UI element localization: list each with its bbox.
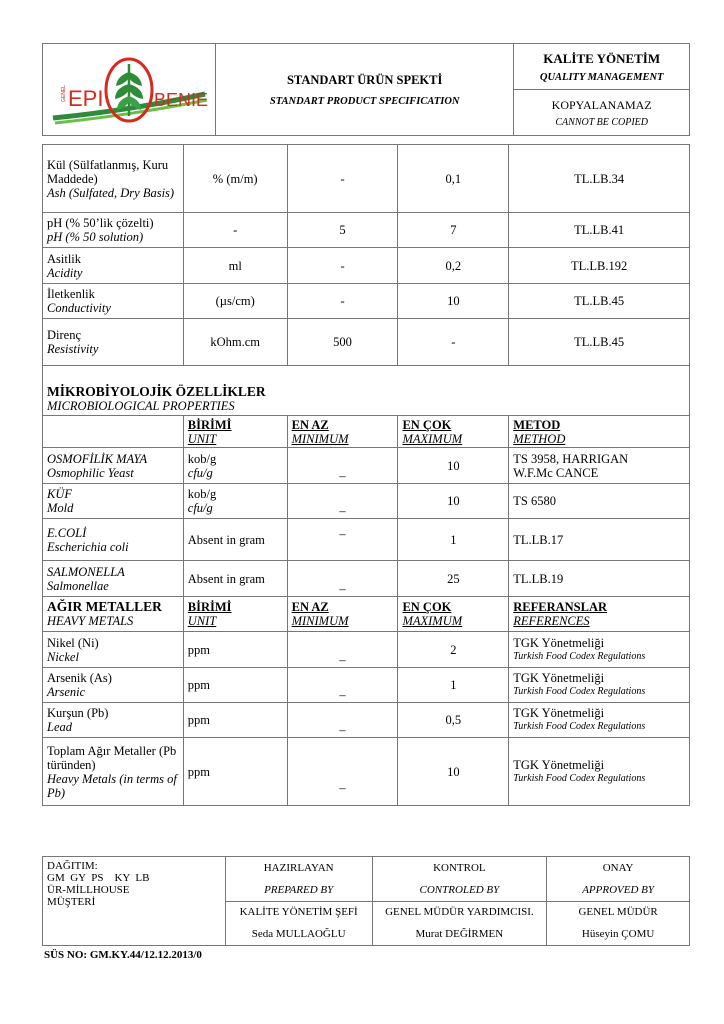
ref-cell: TGK Yönetmeliği Turkish Food Codex Regulations xyxy=(509,668,690,703)
micro-title-en: MICROBIOLOGICAL PROPERTIES xyxy=(47,399,235,413)
unit-cell: (µs/cm) xyxy=(183,284,287,319)
heavy-header-row xyxy=(43,597,690,632)
quality-management-cell xyxy=(514,44,690,90)
min-cell: - xyxy=(287,248,398,284)
method-cell: TL.LB.45 xyxy=(509,284,690,319)
param-name-en: Salmonellae xyxy=(47,578,109,593)
param-name-tr: KÜF xyxy=(47,487,72,501)
max-cell: - xyxy=(398,319,509,366)
param-cell xyxy=(43,703,184,738)
max-cell: 25 xyxy=(398,561,509,597)
max-cell: 1 xyxy=(398,668,509,703)
min-cell: – xyxy=(287,561,398,597)
unit-header: BİRİMİ UNIT xyxy=(183,416,287,448)
param-name-en: Conductivity xyxy=(47,301,111,315)
param-cell xyxy=(43,145,184,213)
min-header: EN AZ MINIMUM xyxy=(287,416,398,448)
section-title-row xyxy=(43,366,690,416)
no-copy-en: CANNOT BE COPIED xyxy=(555,116,648,128)
logo-right-text: BENIE xyxy=(154,90,209,110)
min-cell: – xyxy=(287,519,398,561)
table-row xyxy=(43,448,690,484)
micro-title-tr: MİKROBİYOLOJİK ÖZELLİKLER xyxy=(47,384,266,399)
control-name: Murat DEĞİRMEN xyxy=(372,923,547,945)
unit-cell: ppm xyxy=(183,668,287,703)
min-cell: – xyxy=(287,632,398,668)
prepared-name: Seda MULLAOĞLU xyxy=(225,923,372,945)
max-cell: 10 xyxy=(398,448,509,484)
unit-cell: Absent in gram xyxy=(183,561,287,597)
micro-section-title xyxy=(43,366,690,416)
method-cell: TL.LB.45 xyxy=(509,319,690,366)
control-title: KONTROL xyxy=(372,857,547,879)
table-row xyxy=(43,213,690,248)
param-name-en: Lead xyxy=(47,720,72,734)
approve-title: ONAY xyxy=(547,857,690,879)
param-cell xyxy=(43,668,184,703)
min-cell: – xyxy=(287,484,398,519)
logo-left-text: EPI xyxy=(68,86,104,111)
method-cell: TL.LB.19 xyxy=(509,561,690,597)
param-name-en: Osmophilic Yeast xyxy=(47,465,134,480)
approve-name: Hüseyin ÇOMU xyxy=(547,923,690,945)
param-name-tr: Arsenik (As) xyxy=(47,671,112,685)
table-row xyxy=(43,284,690,319)
ref-header: REFERANSLAR REFERENCES xyxy=(509,597,690,632)
logo-small-text: GENEL xyxy=(61,85,67,102)
no-copy-cell xyxy=(514,90,690,136)
min-cell: 5 xyxy=(287,213,398,248)
unit-cell: Absent in gram xyxy=(183,519,287,561)
blank-header-cell xyxy=(43,416,184,448)
approve-title-en: APPROVED BY xyxy=(547,879,690,901)
unit-cell: % (m/m) xyxy=(183,145,287,213)
unit-cell: ppm xyxy=(183,703,287,738)
heavy-title-cell xyxy=(43,597,184,632)
ref-cell: TGK Yönetmeliği Turkish Food Codex Regulations xyxy=(509,632,690,668)
param-cell xyxy=(43,738,184,806)
param-name-tr: İletkenlik xyxy=(47,287,95,301)
table-row xyxy=(43,668,690,703)
unit-cell: ppm xyxy=(183,632,287,668)
unit-cell: - xyxy=(183,213,287,248)
param-name-en: pH (% 50 solution) xyxy=(47,230,144,244)
min-header: EN AZ MINIMUM xyxy=(287,597,398,632)
param-name-en: Ash (Sulfated, Dry Basis) xyxy=(47,185,175,200)
title-tr: STANDART ÜRÜN SPEKTİ xyxy=(286,72,443,87)
min-cell: – xyxy=(287,703,398,738)
table-row xyxy=(43,703,690,738)
distribution-line: MÜŞTERİ xyxy=(47,896,96,908)
method-cell: TL.LB.41 xyxy=(509,213,690,248)
param-cell xyxy=(43,519,184,561)
table-row xyxy=(43,248,690,284)
max-cell: 1 xyxy=(398,519,509,561)
max-cell: 0,1 xyxy=(398,145,509,213)
param-name-tr: Direnç xyxy=(47,328,82,342)
company-logo xyxy=(43,44,215,130)
approve-role: GENEL MÜDÜR xyxy=(547,901,690,923)
qm-en: QUALITY MANAGEMENT xyxy=(539,71,664,83)
max-cell: 7 xyxy=(398,213,509,248)
param-name-tr: Kül (Sülfatlanmış, Kuru Maddede) xyxy=(47,157,169,186)
min-cell: - xyxy=(287,145,398,213)
no-copy-tr: KOPYALANAMAZ xyxy=(551,97,652,112)
logo-cell xyxy=(43,44,216,136)
param-name-en: Mold xyxy=(47,501,74,515)
param-name-en: Heavy Metals (in terms of Pb) xyxy=(47,771,177,800)
unit-cell: ml xyxy=(183,248,287,284)
param-cell xyxy=(43,284,184,319)
heavy-title-en: HEAVY METALS xyxy=(47,614,134,628)
max-cell: 10 xyxy=(398,484,509,519)
prepared-role: KALİTE YÖNETİM ŞEFİ xyxy=(225,901,372,923)
table-row xyxy=(43,484,690,519)
param-name-tr: pH (% 50’lik çözelti) xyxy=(47,216,154,230)
heavy-title-tr: AĞIR METALLER xyxy=(47,599,162,614)
min-cell: - xyxy=(287,284,398,319)
param-name-tr: Nikel (Ni) xyxy=(47,635,99,650)
param-name-en: Resistivity xyxy=(47,342,99,356)
min-cell: 500 xyxy=(287,319,398,366)
control-role: GENEL MÜDÜR YARDIMCISI. xyxy=(372,901,547,923)
param-name-en: Escherichia coli xyxy=(47,539,129,554)
max-cell: 10 xyxy=(398,284,509,319)
max-cell: 10 xyxy=(398,738,509,806)
method-cell: TS 3958, HARRIGAN W.F.Mc CANCE xyxy=(509,448,690,484)
prepared-title-en: PREPARED BY xyxy=(225,879,372,901)
param-name-en: Acidity xyxy=(47,265,83,280)
title-en: STANDART PRODUCT SPECIFICATION xyxy=(269,95,460,107)
method-cell: TS 6580 xyxy=(509,484,690,519)
param-name-tr: Toplam Ağır Metaller (Pb türünden) xyxy=(47,743,177,772)
micro-header-row xyxy=(43,416,690,448)
prepared-title: HAZIRLAYAN xyxy=(225,857,372,879)
table-row xyxy=(43,561,690,597)
method-cell: TL.LB.34 xyxy=(509,145,690,213)
param-cell xyxy=(43,484,184,519)
document-number: SÜS NO: GM.KY.44/12.12.2013/0 xyxy=(44,949,202,961)
spec-table xyxy=(42,144,690,806)
distribution-cell xyxy=(43,857,226,946)
unit-cell: kob/g cfu/g xyxy=(183,448,287,484)
min-cell: – xyxy=(287,738,398,806)
table-row xyxy=(43,738,690,806)
max-cell: 0,5 xyxy=(398,703,509,738)
min-cell: – xyxy=(287,448,398,484)
unit-header: BİRİMİ UNIT xyxy=(183,597,287,632)
param-cell xyxy=(43,319,184,366)
param-cell xyxy=(43,448,184,484)
method-header: METOD METHOD xyxy=(509,416,690,448)
param-name-en: Arsenic xyxy=(47,685,86,699)
qm-tr: KALİTE YÖNETİM xyxy=(543,50,661,66)
document-header xyxy=(42,43,690,136)
table-row xyxy=(43,519,690,561)
method-cell: TL.LB.192 xyxy=(509,248,690,284)
table-row xyxy=(43,319,690,366)
unit-cell: kOhm.cm xyxy=(183,319,287,366)
param-cell xyxy=(43,213,184,248)
control-title-en: CONTROLED BY xyxy=(372,879,547,901)
max-cell: 2 xyxy=(398,632,509,668)
param-cell xyxy=(43,632,184,668)
unit-cell: ppm xyxy=(183,738,287,806)
param-name-tr: Asitlik xyxy=(47,251,82,266)
ref-cell: TGK Yönetmeliği Turkish Food Codex Regulations xyxy=(509,703,690,738)
param-cell xyxy=(43,561,184,597)
param-cell xyxy=(43,248,184,284)
distribution-line: ÜR-MİLLHOUSE xyxy=(47,884,130,896)
param-name-tr: OSMOFİLİK MAYA xyxy=(47,451,148,466)
param-name-tr: E.COLİ xyxy=(47,525,87,540)
distribution-title: DAĞITIM: xyxy=(47,860,98,872)
method-cell: TL.LB.17 xyxy=(509,519,690,561)
title-cell xyxy=(216,44,514,136)
param-name-tr: Kurşun (Pb) xyxy=(47,706,109,720)
max-cell: 0,2 xyxy=(398,248,509,284)
signature-table xyxy=(42,856,690,946)
distribution-line: GM GY PS KY LB xyxy=(47,872,150,884)
max-header: EN ÇOK MAXIMUM xyxy=(398,416,509,448)
min-cell: – xyxy=(287,668,398,703)
table-row xyxy=(43,632,690,668)
max-header: EN ÇOK MAXIMUM xyxy=(398,597,509,632)
table-row xyxy=(43,145,690,213)
param-name-tr: SALMONELLA xyxy=(47,564,125,579)
ref-cell: TGK Yönetmeliği Turkish Food Codex Regulations xyxy=(509,738,690,806)
param-name-en: Nickel xyxy=(47,649,79,664)
unit-cell: kob/g cfu/g xyxy=(183,484,287,519)
